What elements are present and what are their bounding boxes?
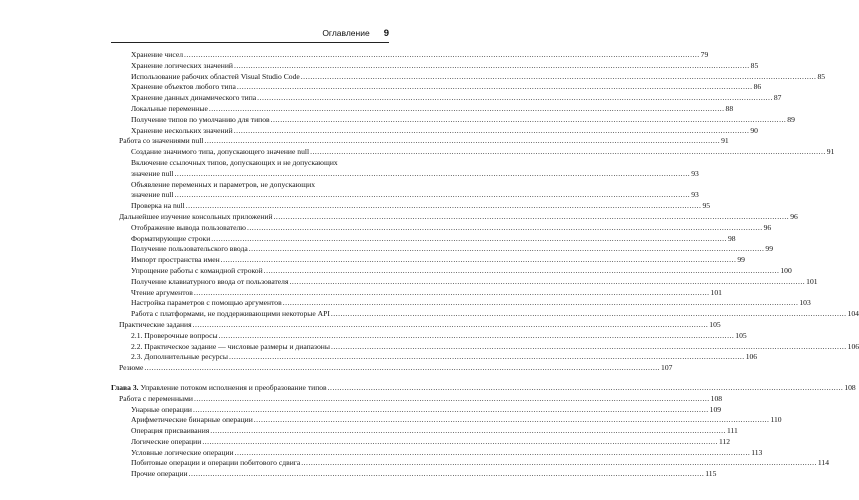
- toc-page-number: 109: [709, 404, 722, 414]
- toc-page-number: 115: [705, 469, 717, 479]
- toc-entry-title: Импорт пространства имен: [131, 255, 220, 265]
- toc-page-number: 85: [817, 71, 826, 81]
- toc-entry-title: Работа со значениями null: [119, 136, 204, 146]
- toc-entry: [111, 469, 717, 480]
- dot-leader: [254, 415, 770, 426]
- toc-entry: [111, 265, 792, 277]
- toc-page-number: 112: [718, 436, 731, 446]
- dot-leader: [301, 72, 817, 83]
- dot-leader: [257, 93, 773, 104]
- running-header: [111, 28, 389, 42]
- toc-entry-title: Упрощение работы с командной строкой: [131, 265, 263, 275]
- toc-entry-title: Работа с платформами, не поддерживающими некоторые API: [131, 309, 330, 319]
- toc-entry-title: Хранение нескольких значений: [131, 125, 233, 135]
- dot-leader: [235, 448, 751, 459]
- dot-leader: [186, 201, 702, 212]
- toc-page-number: 106: [745, 352, 758, 362]
- toc-entry: [111, 201, 711, 212]
- toc-chapter-entry: [111, 382, 856, 394]
- toc-entry: [111, 244, 774, 255]
- dot-leader: [264, 266, 780, 277]
- toc-entry: [111, 415, 782, 426]
- toc-entry-title: Прочие операции: [131, 469, 188, 479]
- toc-entry: [111, 50, 709, 61]
- toc-page-number: 87: [773, 93, 782, 103]
- toc-entry: [111, 319, 721, 331]
- dot-leader: [237, 82, 753, 93]
- toc-page-number: 108: [844, 382, 856, 392]
- dot-leader: [229, 352, 745, 363]
- toc-page-number: 89: [787, 114, 795, 124]
- toc-entry: [111, 233, 736, 245]
- toc-entry-title: Побитовые операции и операции побитового сдвига: [131, 458, 301, 468]
- toc-entry-title: Локальные переменные: [131, 103, 208, 113]
- dot-leader: [328, 383, 844, 394]
- toc-page-number: 90: [750, 125, 758, 135]
- toc-entry: [111, 298, 811, 309]
- toc-entry-title: Создание значимого типа, допускающего значение null: [131, 147, 310, 157]
- toc-entry-title-line1: Включение ссылочных типов, допускающих и не допускающих: [131, 157, 338, 167]
- dot-leader: [247, 223, 763, 234]
- toc-entry-title: Настройка параметров с помощью аргументов: [131, 298, 282, 308]
- toc-page-number: 101: [806, 276, 818, 286]
- toc-page-number: 99: [765, 244, 774, 254]
- dot-leader: [194, 394, 710, 405]
- dot-leader: [210, 426, 726, 437]
- toc-entry: [111, 114, 795, 126]
- toc-page-number: 101: [710, 287, 722, 297]
- toc-page-number: 96: [763, 222, 772, 232]
- toc-entry-title: Получение пользовательского ввода: [131, 244, 248, 254]
- toc-entry: [111, 71, 826, 83]
- running-header-title: Оглавление: [322, 28, 370, 38]
- dot-leader: [331, 309, 847, 320]
- dot-leader: [209, 104, 725, 115]
- toc-entry-title: Хранение логических значений: [131, 60, 233, 70]
- toc-entry: [111, 341, 859, 353]
- chapter-label: Глава 3.: [111, 382, 139, 392]
- toc-entry: [111, 60, 759, 72]
- toc-entry-title: [111, 383, 327, 394]
- toc-page-number: 79: [700, 50, 709, 59]
- toc-entry: [111, 222, 772, 234]
- toc-entry-title-line1: Объявление переменных и параметров, не допускающих: [131, 179, 315, 189]
- toc-entry-title: Арифметические бинарные операции: [131, 415, 253, 425]
- toc-page-number: 105: [735, 330, 747, 340]
- toc-page-number: 91: [826, 147, 835, 157]
- dot-leader: [274, 212, 790, 223]
- toc-page-number: 86: [753, 82, 762, 92]
- toc-entry: [111, 330, 747, 342]
- toc-entry-title: Отображение вывода пользователю: [131, 222, 246, 232]
- toc-page-number: 105: [709, 319, 721, 329]
- toc-entry: [111, 426, 738, 437]
- dot-leader: [202, 437, 718, 448]
- toc-entry-title: Хранение данных динамического типа: [131, 93, 257, 103]
- toc-page-number: 110: [770, 415, 782, 425]
- toc-entry: [111, 404, 722, 416]
- dot-leader: [249, 244, 765, 255]
- toc-entry-title: Чтение аргументов: [131, 287, 193, 297]
- toc-entry: [111, 136, 729, 147]
- dot-leader: [331, 342, 847, 353]
- dot-leader: [175, 190, 691, 201]
- toc-page-number: 93: [691, 190, 699, 200]
- toc-entry: [111, 125, 758, 137]
- toc-entry: [111, 93, 782, 104]
- header-rule: [111, 42, 389, 43]
- toc-page-number: 108: [710, 393, 723, 403]
- toc-entry-title: Проверка на null: [131, 201, 185, 211]
- toc-entry: [111, 179, 699, 202]
- dot-leader: [234, 126, 750, 137]
- toc-page-number: 114: [817, 458, 830, 468]
- dot-leader: [234, 61, 750, 72]
- toc-entry-title: 2.1. Проверочные вопросы: [131, 330, 218, 340]
- toc-entry: [111, 436, 731, 448]
- toc-entry: [111, 211, 798, 223]
- toc-entry: [111, 157, 699, 180]
- table-of-contents: [111, 50, 859, 480]
- toc-entry-title: Использование рабочих областей Visual Studio Code: [131, 71, 300, 81]
- toc-entry-title: Унарные операции: [131, 404, 192, 414]
- toc-entry: [111, 458, 830, 469]
- toc-entry: [111, 352, 758, 363]
- dot-leader: [204, 136, 720, 147]
- toc-entry: [111, 255, 745, 266]
- dot-leader: [193, 320, 709, 331]
- toc-entry: [111, 276, 818, 288]
- toc-entry: [111, 309, 859, 320]
- toc-page-number: 107: [661, 363, 673, 373]
- dot-leader: [310, 147, 826, 158]
- toc-entry-title: Хранение чисел: [131, 50, 183, 59]
- toc-entry-title: значение null: [131, 168, 174, 178]
- toc-entry: [111, 82, 762, 93]
- toc-entry-title: Форматирующие строки: [131, 233, 211, 243]
- dot-leader: [175, 169, 691, 180]
- toc-entry: [111, 393, 723, 405]
- toc-entry: [111, 147, 835, 158]
- dot-leader: [189, 469, 705, 480]
- toc-entry: [111, 447, 763, 459]
- toc-entry: [111, 103, 734, 115]
- toc-page-number: 96: [790, 211, 798, 221]
- dot-leader: [221, 255, 737, 266]
- toc-entry-title: Работа с переменными: [119, 393, 193, 403]
- toc-page-number: 111: [726, 426, 738, 436]
- toc-entry-title: Получение типов по умолчанию для типов: [131, 114, 270, 124]
- toc-entry-title: Дальнейшее изучение консольных приложений: [119, 211, 273, 221]
- dot-leader: [219, 331, 735, 342]
- toc-entry: [111, 363, 673, 374]
- dot-leader: [289, 277, 805, 288]
- dot-leader: [283, 298, 799, 309]
- toc-page-number: 95: [702, 201, 711, 211]
- toc-entry-title: 2.2. Практическое задание — числовые размеры и диапазоны: [131, 341, 330, 351]
- toc-entry-title: 2.3. Дополнительные ресурсы: [131, 352, 229, 362]
- toc-page-number: 98: [727, 233, 736, 243]
- dot-leader: [194, 288, 710, 299]
- toc-page-number: 93: [691, 168, 699, 178]
- toc-entry-title: значение null: [131, 190, 174, 200]
- toc-entry-title: Резюме: [119, 363, 144, 373]
- dot-leader: [184, 50, 700, 61]
- toc-page-number: 106: [847, 341, 859, 351]
- dot-leader: [193, 405, 709, 416]
- toc-page-number: 100: [780, 265, 792, 275]
- toc-entry-title: Практические задания: [119, 319, 192, 329]
- dot-leader: [301, 458, 817, 469]
- toc-entry-title: Условные логические операции: [131, 447, 234, 457]
- toc-page-number: 85: [750, 60, 759, 70]
- toc-page-number: 99: [737, 255, 745, 265]
- dot-leader: [211, 234, 727, 245]
- toc-entry-title: Логические операции: [131, 436, 202, 446]
- toc-page-number: 113: [751, 447, 763, 457]
- chapter-title: Управление потоком исполнения и преобразование типов: [140, 382, 327, 392]
- toc-entry-title: Операция присваивания: [131, 426, 210, 436]
- dot-leader: [144, 363, 660, 374]
- toc-entry-title: Хранение объектов любого типа: [131, 82, 236, 92]
- toc-page-number: 91: [721, 136, 729, 146]
- toc-page-number: 103: [799, 298, 811, 308]
- toc-page-number: 104: [847, 309, 859, 319]
- page-number: 9: [383, 28, 389, 39]
- toc-page-number: 88: [725, 103, 734, 113]
- toc-entry-title: Получение клавиатурного ввода от пользователя: [131, 276, 289, 286]
- dot-leader: [271, 115, 787, 126]
- toc-entry: [111, 287, 722, 299]
